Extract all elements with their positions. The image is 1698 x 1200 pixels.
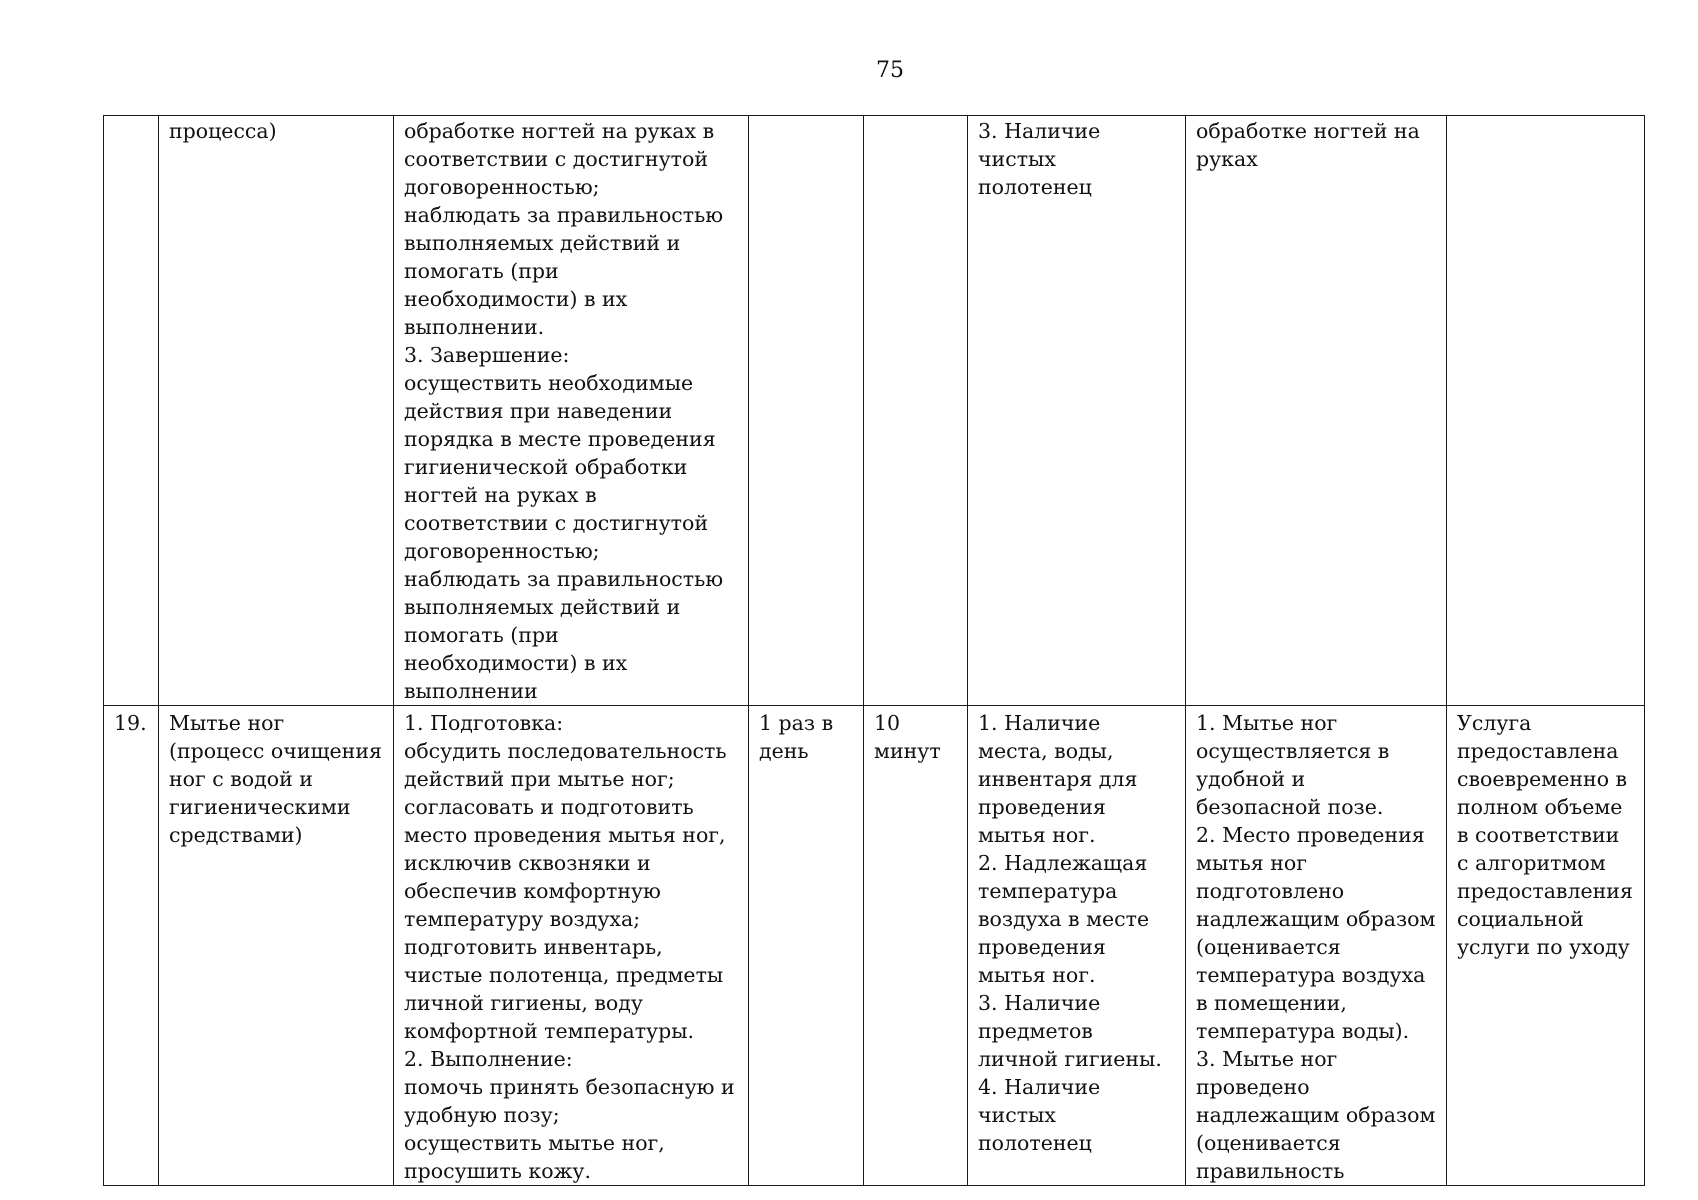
cell-service-name: процесса) xyxy=(159,116,394,706)
cell-service-name: Мытье ног (процесс очищения ног с водой и гигиеническими средствами) xyxy=(159,706,394,1186)
cell-conditions: 3. Наличие чистых полотенец xyxy=(968,116,1186,706)
cell-conditions: 1. Наличие места, воды, инвентаря для проведения мытья ног. 2. Надлежащая температура воздуха в месте проведения мытья ног. 3. Наличие предметов личной гигиены. 4. Наличие чистых полотенец xyxy=(968,706,1186,1186)
cell-evaluation: Услуга предоставлена своевременно в полном объеме в соответствии с алгоритмом предоставления социальной услуги по уходу xyxy=(1447,706,1645,1186)
services-table xyxy=(103,115,1645,1186)
cell-service-content: 1. Подготовка: обсудить последовательность действий при мытье ног; согласовать и подготовить место проведения мытья ног, исключив сквозняки и обеспечив комфортную температуру воздуха; подготовить инвентарь, чистые полотенца, предметы личной гигиены, воду комфортной температуры. 2. Выполнение: помочь принять безопасную и удобную позу; осуществить мытье ног, просушить кожу. xyxy=(394,706,749,1186)
table-row xyxy=(104,706,1645,1186)
cell-quality-indicators: обработке ногтей на руках xyxy=(1186,116,1447,706)
page-number: 75 xyxy=(876,58,904,83)
cell-duration: 10 минут xyxy=(864,706,968,1186)
cell-number: 19. xyxy=(104,706,159,1186)
cell-duration xyxy=(864,116,968,706)
cell-service-content: обработке ногтей на руках в соответствии с достигнутой договоренностью; наблюдать за правильностью выполняемых действий и помогать (при необходимости) в их выполнении. 3. Завершение: осуществить необходимые действия при наведении порядка в месте проведения гигиенической обработки ногтей на руках в соответствии с достигнутой договоренностью; наблюдать за правильностью выполняемых действий и помогать (при необходимости) в их выполнении xyxy=(394,116,749,706)
cell-number xyxy=(104,116,159,706)
cell-evaluation xyxy=(1447,116,1645,706)
cell-periodicity xyxy=(749,116,864,706)
cell-periodicity: 1 раз в день xyxy=(749,706,864,1186)
table-row xyxy=(104,116,1645,706)
cell-quality-indicators: 1. Мытье ног осуществляется в удобной и безопасной позе. 2. Место проведения мытья ног подготовлено надлежащим образом (оценивается температура воздуха в помещении, температура воды). 3. Мытье ног проведено надлежащим образом (оценивается правильность xyxy=(1186,706,1447,1186)
